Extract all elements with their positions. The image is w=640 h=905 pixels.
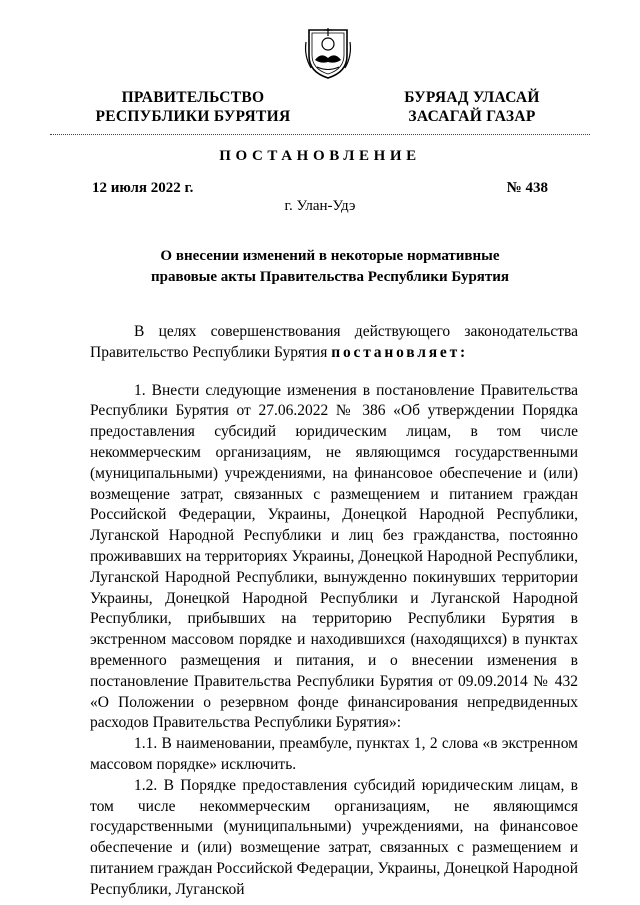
issuer-line-2: РЕСПУБЛИКИ БУРЯТИЯ xyxy=(95,108,291,125)
issuer-name-russian xyxy=(88,88,298,126)
preamble-verb: постановляет: xyxy=(331,343,468,361)
issuer-line-1: ПРАВИТЕЛЬСТВО xyxy=(121,89,265,106)
issuer-line-2-buryat: ЗАСАГАЙ ГАЗАР xyxy=(408,108,536,125)
document-date: 12 июля 2022 г. xyxy=(92,180,194,196)
issuer-name-buryat xyxy=(392,88,552,126)
paragraph-1: 1. Внести следующие изменения в постановление Правительства Республики Бурятия от 27.06.2022 № 386 «Об утверждении Порядка предоставления субсидий юридическим лицам, в том числе некоммерческим организациям, не являющимся государственными (муниципальными) учреждениями, на финансовое обеспечение и (или) возмещение затрат, связанных с размещением и питанием граждан Российской Федерации, Украины, Донецкой Народной Республики, Луганской Народной Республики и лиц без гражданства, постоянно проживавших на территориях Украины, Донецкой Народной Республики, Луганской Народной Республики, вынужденно покинувших территории Украины, Донецкой Народной Республики и Луганской Народной Республики, прибывших на территорию Республики Бурятия в экстренном массовом порядке и находившихся (находящихся) в пунктах временного размещения и питания, и о внесении изменения в постановление Правительства Республики Бурятия от 09.09.2014 № 432 «О Положении о резервном фонде финансирования непредвиденных расходов Правительства Республики Бурятия»: xyxy=(90,381,578,732)
document-city: г. Улан-Удэ xyxy=(284,198,356,214)
document-number: № 438 xyxy=(506,180,548,196)
document-title xyxy=(140,246,520,288)
header-divider xyxy=(50,134,590,135)
coat-of-arms-emblem xyxy=(303,22,353,80)
issuer-line-1-buryat: БУРЯАД УЛАСАЙ xyxy=(404,89,540,106)
document-body xyxy=(90,322,578,901)
title-line-2: правовые акты Правительства Республики Бурятия xyxy=(150,269,510,285)
document-type: ПОСТАНОВЛЕНИЕ xyxy=(219,148,421,164)
title-line-1: О внесении изменений в некоторые нормативные xyxy=(160,248,500,264)
preamble-text: В целях совершенствования действующего законодательства Правительство Республики Бурятия xyxy=(90,323,578,361)
paragraph-1-1: 1.1. В наименовании, преамбуле, пунктах 1, 2 слова «в экстренном массовом порядке» исключить. xyxy=(90,735,578,773)
paragraph-1-2: 1.2. В Порядке предоставления субсидий юридическим лицам, в том числе некоммерческим организациям, не являющимся государственными (муниципальными) учреждениями, на финансовое обеспечение и (или) возмещение затрат, связанных с размещением и питанием граждан Российской Федерации, Украины, Донецкой Народной Республики, Луганской xyxy=(90,776,578,898)
preamble-paragraph xyxy=(90,322,578,364)
